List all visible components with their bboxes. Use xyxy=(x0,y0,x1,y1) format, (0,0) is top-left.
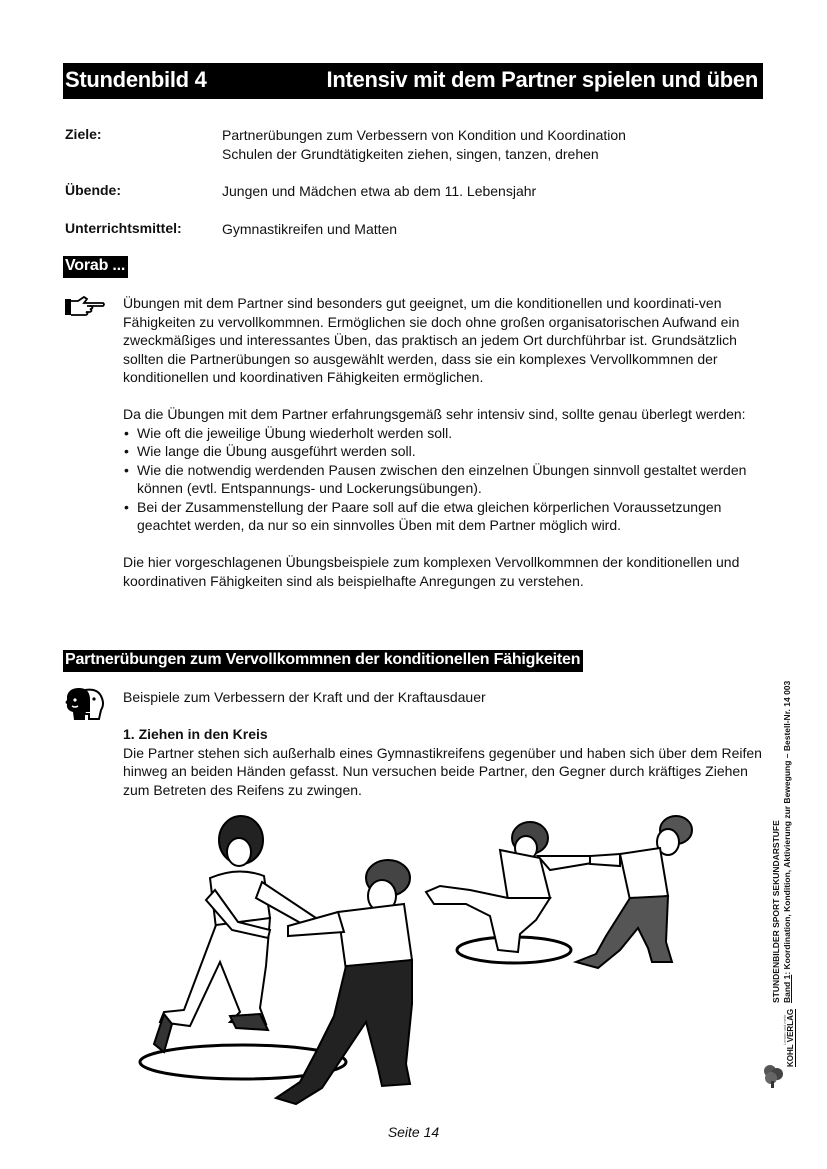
boy-figure-right xyxy=(576,816,692,968)
publisher-name: KOHL VERLAG xyxy=(786,1008,795,1067)
list-item: • Wie oft die jeweilige Übung wiederholt werden soll. xyxy=(123,424,763,443)
title-bar xyxy=(63,63,763,99)
section-heading-vorab: Vorab ... xyxy=(63,256,128,278)
meta-value-ziele xyxy=(222,126,626,164)
section-heading-partner: Partnerübungen zum Vervollkommnen der konditionellen Fähigkeiten xyxy=(63,650,583,672)
series-info-vertical xyxy=(771,563,793,1003)
publisher-logo xyxy=(760,1005,800,1095)
series-title: STUNDENBILDER SPORT SEKUNDARSTUFE xyxy=(771,820,781,1003)
partners-faces-icon xyxy=(63,686,107,722)
list-item: • Wie lange die Übung ausgeführt werden soll. xyxy=(123,442,763,461)
lesson-number: Stundenbild 4 xyxy=(65,67,207,92)
page-number: Seite 14 xyxy=(387,1124,440,1140)
list-item: • Bei der Zusammenstellung der Paare soll auf die etwa gleichen körperlichen Voraussetzungen geachtet werden, da nur so ein sinnvolles Üben mit dem Partner möglich wird. xyxy=(123,498,763,535)
boy-figure-left xyxy=(276,860,412,1104)
publisher-tagline: Lernen und mehr xyxy=(782,1014,787,1045)
vorab-paragraph-2: Da die Übungen mit dem Partner erfahrungsgemäß sehr intensiv sind, sollte genau überlegt werden: xyxy=(123,406,746,422)
exercise-title: 1. Ziehen in den Kreis xyxy=(123,726,268,742)
meta-value-unterrichtsmittel: Gymnastikreifen und Matten xyxy=(222,221,398,237)
meta-label-ziele: Ziele: xyxy=(65,126,102,142)
tree-icon xyxy=(762,1063,784,1089)
meta-label-unterrichtsmittel: Unterrichtsmittel: xyxy=(65,220,182,236)
exercise-description: Die Partner stehen sich außerhalb eines Gymnastikreifens gegenüber und haben sich über dem Reifen hinweg an beiden Händen gefasst. Nun versuchen beide Partner, den Gegner durch kräftiges Ziehen zum Betreten des Reifens zu zwingen. xyxy=(123,744,762,798)
considerations-list xyxy=(123,424,763,535)
vorab-paragraph-3: Die hier vorgeschlagenen Übungsbeispiele zum komplexen Vervollkommnen der konditionellen und koordinativen Fähigkeiten sind als beispielhafte Anregungen zu verstehen. xyxy=(123,554,740,589)
meta-line: Schulen der Grundtätigkeiten ziehen, singen, tanzen, drehen xyxy=(222,146,599,162)
lesson-title: Intensiv mit dem Partner spielen und üben xyxy=(326,67,758,92)
band-label: Band 1 xyxy=(782,974,792,1003)
tug-in-hoop-illustration xyxy=(120,800,700,1110)
meta-label-uebende: Übende: xyxy=(65,182,121,198)
meta-line: Partnerübungen zum Verbessern von Kondition und Koordination xyxy=(222,127,626,143)
partner-intro: Beispiele zum Verbessern der Kraft und der Kraftausdauer xyxy=(123,689,486,705)
pointing-hand-icon xyxy=(64,294,106,320)
meta-value-uebende: Jungen und Mädchen etwa ab dem 11. Lebensjahr xyxy=(222,183,537,199)
band-details: : Koordination, Kondition, Aktivierung zur Bewegung – Bestell-Nr. 14 003 xyxy=(782,680,792,975)
list-item: • Wie die notwendig werdenden Pausen zwischen den einzelnen Übungen sinnvoll gestaltet werden können (evtl. Entspannungs- und Lockerungsübungen). xyxy=(123,461,763,498)
vorab-paragraph-1: Übungen mit dem Partner sind besonders gut geeignet, um die konditionellen und koordinati-ven Fähigkeiten zu vervollkommnen. Ermöglichen sie doch ohne großen organisatorischen Aufwand ein zweckmäßiges und interessantes Üben, das praktisch an jedem Ort durchführbar ist. Grundsätzlich sollten die Partnerübungen so ausgewählt werden, dass sie ein komplexes Vervollkommnen der konditionellen und koordinativen Fähigkeiten ermöglichen. xyxy=(123,295,740,385)
partner-text xyxy=(123,688,763,799)
series-details xyxy=(782,563,793,1003)
vorab-text xyxy=(123,294,763,590)
girl-figure-right xyxy=(426,822,598,952)
